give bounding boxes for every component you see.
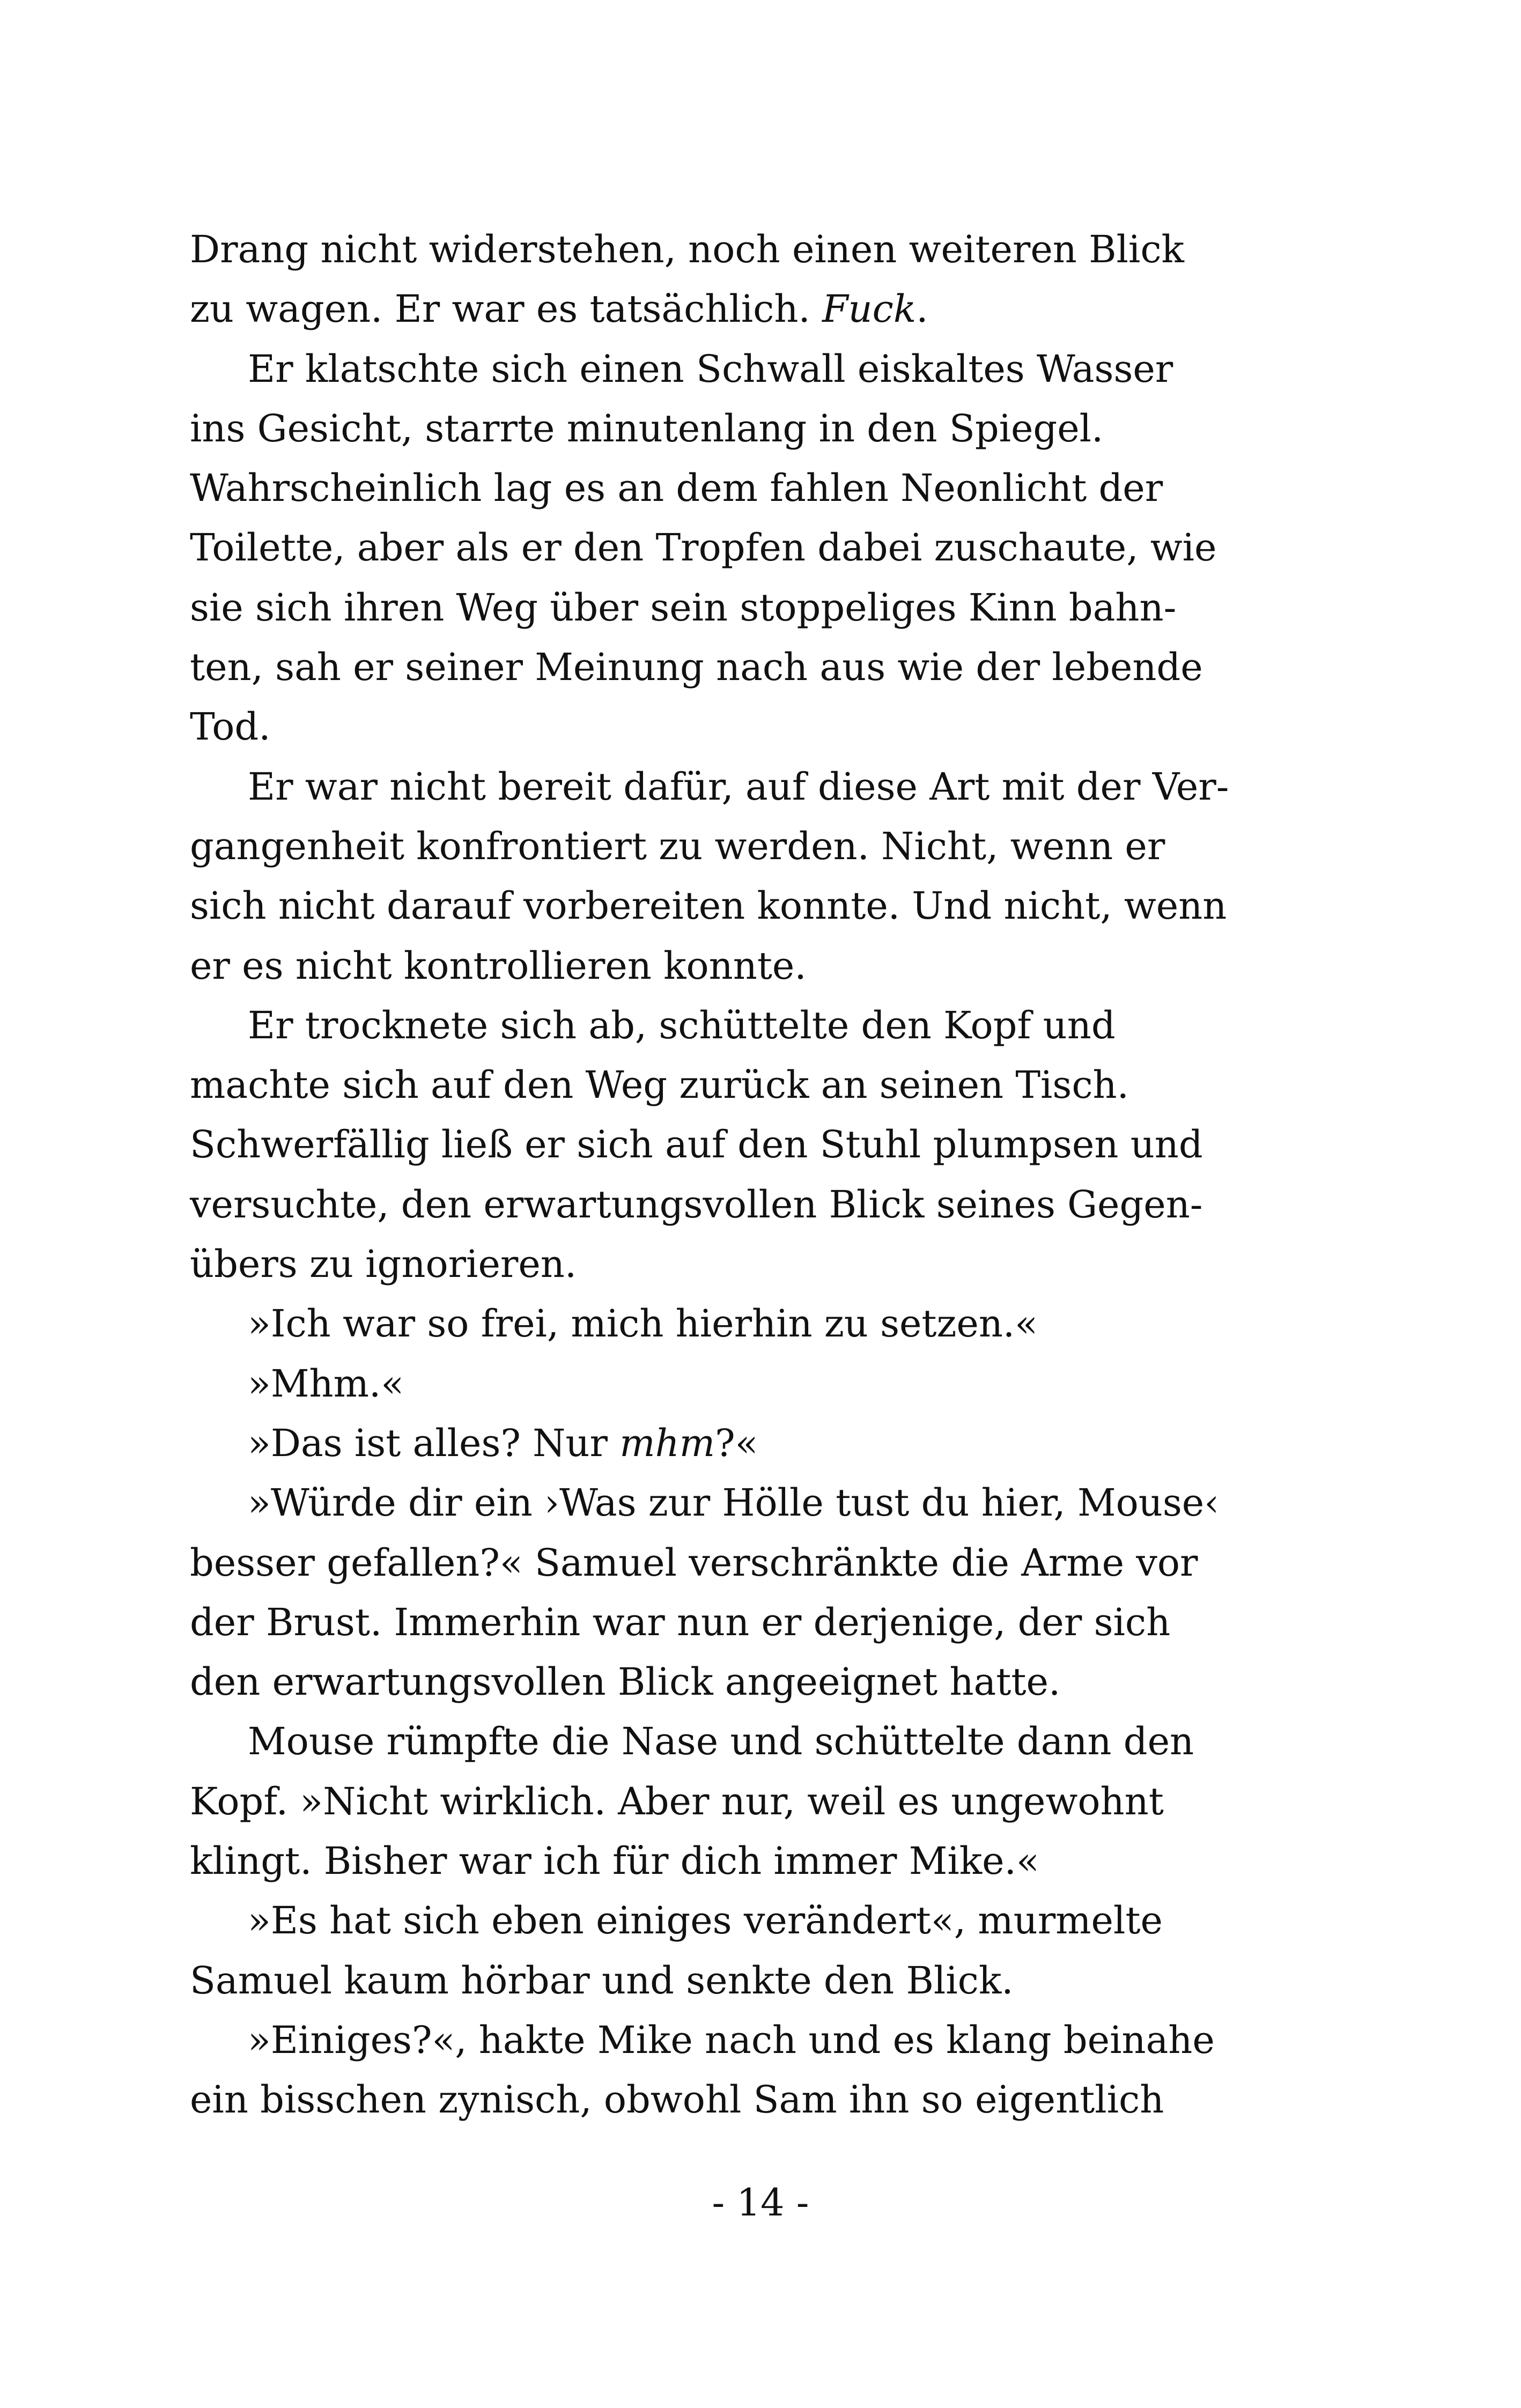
text-line — [190, 697, 1262, 757]
text-segment: sich nicht darauf vorbereiten konnte. Und nicht, wenn — [190, 884, 1227, 928]
body-text — [190, 220, 1262, 2130]
italic-text: mhm — [619, 1421, 715, 1465]
text-segment: versuchte, den erwartungsvollen Blick seines Gegen- — [190, 1182, 1203, 1227]
text-segment: machte sich auf den Weg zurück an seinen Tisch. — [190, 1063, 1129, 1107]
italic-text: Fuck — [822, 287, 917, 331]
text-segment: »Es hat sich eben einiges verändert«, murmelte — [248, 1899, 1163, 1943]
text-segment: besser gefallen?« Samuel verschränkte die Arme vor — [190, 1540, 1198, 1585]
text-line — [190, 1414, 1262, 1473]
text-segment: der Brust. Immerhin war nun er derjenige, der sich — [190, 1600, 1171, 1644]
text-line — [190, 1593, 1262, 1652]
text-segment: Er trocknete sich ab, schüttelte den Kopf und — [248, 1003, 1116, 1047]
text-line — [190, 1712, 1262, 1771]
text-line — [190, 1533, 1262, 1593]
text-segment: ten, sah er seiner Meinung nach aus wie der lebende — [190, 645, 1203, 690]
text-segment: »Mhm.« — [248, 1361, 404, 1406]
text-segment: . — [916, 287, 928, 331]
text-segment: ein bisschen zynisch, obwohl Sam ihn so eigentlich — [190, 2078, 1164, 2122]
text-line — [190, 2070, 1262, 2130]
text-segment: er es nicht kontrollieren konnte. — [190, 943, 807, 988]
text-line — [190, 459, 1262, 518]
text-segment: Tod. — [190, 705, 271, 749]
text-line — [190, 1951, 1262, 2011]
text-line — [190, 1055, 1262, 1115]
text-line — [190, 638, 1262, 697]
text-segment: »Ich war so frei, mich hierhin zu setzen.« — [248, 1302, 1038, 1346]
text-segment: Er war nicht bereit dafür, auf diese Art mit der Ver- — [248, 764, 1229, 809]
text-line — [190, 1115, 1262, 1175]
text-line — [190, 1235, 1262, 1294]
text-segment: »Das ist alles? Nur — [248, 1421, 620, 1465]
text-line — [190, 1175, 1262, 1235]
text-segment: Er klatschte sich einen Schwall eiskaltes Wasser — [248, 346, 1173, 391]
text-line — [190, 578, 1262, 638]
text-segment: Kopf. »Nicht wirklich. Aber nur, weil es ungewohnt — [190, 1779, 1164, 1823]
text-line — [190, 1772, 1262, 1831]
text-segment: Toilette, aber als er den Tropfen dabei zuschaute, wie — [190, 526, 1217, 570]
text-line — [190, 757, 1262, 817]
text-line — [190, 518, 1262, 578]
text-line — [190, 1354, 1262, 1414]
text-segment: Drang nicht widerstehen, noch einen weiteren Blick — [190, 227, 1184, 271]
text-line — [190, 817, 1262, 876]
text-segment: Samuel kaum hörbar und senkte den Blick. — [190, 1958, 1014, 2003]
text-line — [190, 1294, 1262, 1354]
text-segment: Wahrscheinlich lag es an dem fahlen Neonlicht der — [190, 466, 1163, 511]
text-line — [190, 279, 1262, 339]
page-number: - 14 - — [712, 2181, 809, 2225]
text-segment: übers zu ignorieren. — [190, 1242, 577, 1287]
text-line — [190, 1473, 1262, 1533]
text-line — [190, 339, 1262, 399]
text-segment: Mouse rümpfte die Nase und schüttelte dann den — [248, 1719, 1194, 1764]
text-line — [190, 996, 1262, 1055]
text-segment: ?« — [715, 1421, 758, 1465]
text-segment: gangenheit konfrontiert zu werden. Nicht, wenn er — [190, 824, 1165, 868]
text-line — [190, 1831, 1262, 1891]
text-segment: Schwerfällig ließ er sich auf den Stuhl plumpsen und — [190, 1122, 1203, 1167]
text-segment: klingt. Bisher war ich für dich immer Mike.« — [190, 1839, 1039, 1883]
text-segment: den erwartungsvollen Blick angeeignet hatte. — [190, 1660, 1061, 1704]
text-segment: »Würde dir ein ›Was zur Hölle tust du hier, Mouse‹ — [248, 1481, 1220, 1525]
text-line — [190, 2011, 1262, 2070]
text-line — [190, 876, 1262, 936]
text-line — [190, 936, 1262, 996]
text-line — [190, 1652, 1262, 1712]
text-line — [190, 399, 1262, 459]
text-segment: sie sich ihren Weg über sein stoppeliges Kinn bahn- — [190, 585, 1177, 630]
text-segment: ins Gesicht, starrte minutenlang in den Spiegel. — [190, 406, 1104, 450]
text-segment: zu wagen. Er war es tatsächlich. — [190, 287, 822, 331]
text-segment: »Einiges?«, hakte Mike nach und es klang beinahe — [248, 2018, 1215, 2062]
text-line — [190, 220, 1262, 279]
text-line — [190, 1891, 1262, 1951]
